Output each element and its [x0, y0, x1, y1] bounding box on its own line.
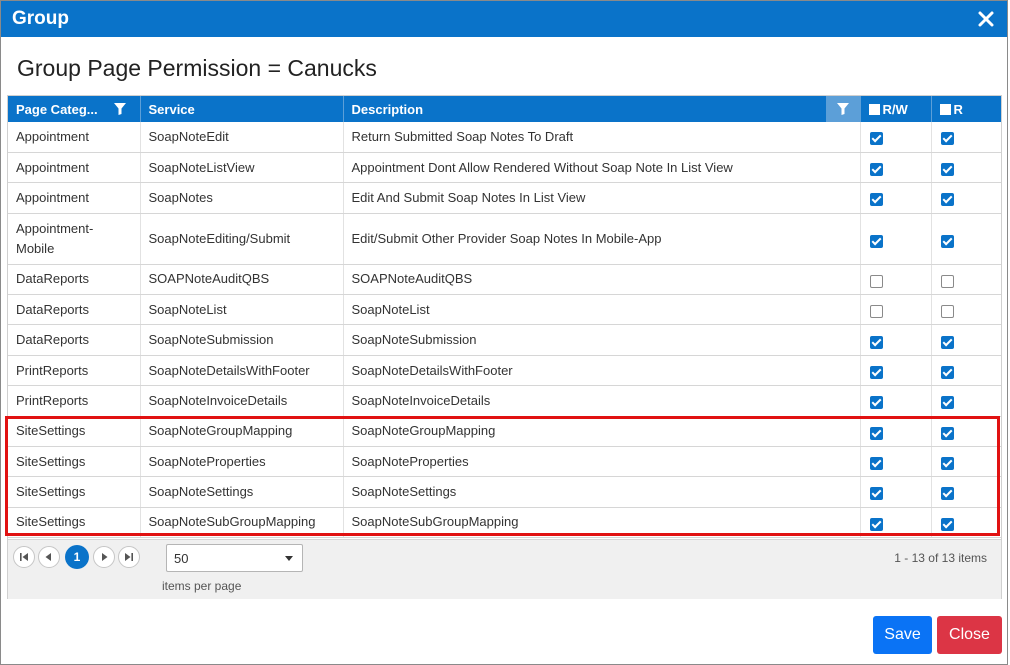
- page-size-value: 50: [174, 551, 189, 566]
- cell-description: SoapNoteSettings: [343, 477, 860, 507]
- table-row[interactable]: [8, 152, 1001, 182]
- column-header-description[interactable]: [343, 96, 860, 122]
- rw-checkbox[interactable]: [870, 518, 883, 531]
- last-page-icon: [124, 553, 134, 561]
- items-per-page-label: items per page: [162, 579, 242, 593]
- cell-r: [931, 122, 1001, 152]
- cell-category: SiteSettings: [8, 416, 140, 446]
- cell-r: [931, 213, 1001, 264]
- current-page-button[interactable]: 1: [65, 545, 89, 569]
- cell-description: SoapNoteDetailsWithFooter: [343, 355, 860, 385]
- cell-category: DataReports: [8, 295, 140, 325]
- column-header-category[interactable]: [8, 96, 140, 122]
- rw-checkbox[interactable]: [870, 487, 883, 500]
- cell-rw: [860, 295, 931, 325]
- cell-r: [931, 152, 1001, 182]
- permissions-grid: [7, 95, 1002, 599]
- select-all-r-checkbox[interactable]: [940, 104, 951, 115]
- cell-r: [931, 416, 1001, 446]
- cell-service: SoapNoteEdit: [140, 122, 343, 152]
- cell-description: SoapNoteGroupMapping: [343, 416, 860, 446]
- r-checkbox[interactable]: [941, 457, 954, 470]
- last-page-button[interactable]: [118, 546, 140, 568]
- cell-description: SoapNoteInvoiceDetails: [343, 386, 860, 416]
- r-checkbox[interactable]: [941, 518, 954, 531]
- cell-service: SoapNoteProperties: [140, 447, 343, 477]
- rw-checkbox[interactable]: [870, 396, 883, 409]
- filter-icon: [836, 102, 850, 116]
- r-checkbox[interactable]: [941, 427, 954, 440]
- cell-r: [931, 183, 1001, 213]
- close-button[interactable]: Close: [937, 616, 1002, 654]
- cell-r: [931, 386, 1001, 416]
- cell-description: SoapNoteList: [343, 295, 860, 325]
- r-checkbox[interactable]: [941, 132, 954, 145]
- cell-rw: [860, 264, 931, 294]
- page-size-select[interactable]: [166, 544, 303, 572]
- cell-category: Appointment: [8, 152, 140, 182]
- dialog-title: Group: [12, 8, 69, 29]
- page-heading: Group Page Permission = Canucks: [17, 55, 377, 81]
- previous-page-icon: [44, 553, 54, 561]
- dialog-titlebar: [1, 1, 1007, 37]
- first-page-icon: [19, 553, 29, 561]
- cell-rw: [860, 507, 931, 537]
- description-filter-button[interactable]: [826, 96, 860, 122]
- cell-category: DataReports: [8, 325, 140, 355]
- cell-r: [931, 477, 1001, 507]
- r-checkbox[interactable]: [941, 163, 954, 176]
- r-checkbox[interactable]: [941, 336, 954, 349]
- cell-r: [931, 325, 1001, 355]
- filter-icon[interactable]: [113, 102, 127, 116]
- rw-checkbox[interactable]: [870, 336, 883, 349]
- cell-service: SoapNoteDetailsWithFooter: [140, 355, 343, 385]
- cell-rw: [860, 122, 931, 152]
- next-page-button[interactable]: [93, 546, 115, 568]
- table-row[interactable]: [8, 213, 1001, 264]
- table-header-row: [8, 96, 1001, 122]
- column-header-r[interactable]: [931, 96, 1001, 122]
- first-page-button[interactable]: [13, 546, 35, 568]
- cell-rw: [860, 213, 931, 264]
- table-row[interactable]: [8, 325, 1001, 355]
- rw-checkbox[interactable]: [870, 193, 883, 206]
- cell-category: SiteSettings: [8, 477, 140, 507]
- column-label-r: R: [953, 101, 963, 117]
- cell-rw: [860, 355, 931, 385]
- column-label-rw: R/W: [882, 101, 908, 117]
- cell-service: SoapNoteEditing/Submit: [140, 213, 343, 264]
- r-checkbox[interactable]: [941, 235, 954, 248]
- r-checkbox[interactable]: [941, 305, 954, 318]
- close-icon[interactable]: [977, 10, 995, 28]
- cell-rw: [860, 477, 931, 507]
- rw-checkbox[interactable]: [870, 366, 883, 379]
- rw-checkbox[interactable]: [870, 235, 883, 248]
- cell-service: SOAPNoteAuditQBS: [140, 264, 343, 294]
- cell-rw: [860, 416, 931, 446]
- r-checkbox[interactable]: [941, 275, 954, 288]
- cell-service: SoapNoteGroupMapping: [140, 416, 343, 446]
- next-page-icon: [99, 553, 109, 561]
- rw-checkbox[interactable]: [870, 132, 883, 145]
- cell-category: Appointment: [8, 122, 140, 152]
- r-checkbox[interactable]: [941, 487, 954, 500]
- table-row[interactable]: [8, 355, 1001, 385]
- cell-service: SoapNotes: [140, 183, 343, 213]
- rw-checkbox[interactable]: [870, 427, 883, 440]
- save-button[interactable]: Save: [873, 616, 932, 654]
- column-label-category: Page Categ...: [16, 101, 98, 117]
- pager: [8, 539, 1001, 599]
- cell-description: SoapNoteSubGroupMapping: [343, 507, 860, 537]
- table-row[interactable]: [8, 477, 1001, 507]
- cell-rw: [860, 325, 931, 355]
- table-row[interactable]: [8, 416, 1001, 446]
- cell-description: SoapNoteSubmission: [343, 325, 860, 355]
- select-all-rw-checkbox[interactable]: [869, 104, 880, 115]
- rw-checkbox[interactable]: [870, 163, 883, 176]
- table-row[interactable]: [8, 386, 1001, 416]
- cell-description: SoapNoteProperties: [343, 447, 860, 477]
- cell-description: Appointment Dont Allow Rendered Without Soap Note In List View: [343, 152, 860, 182]
- cell-r: [931, 295, 1001, 325]
- cell-category: SiteSettings: [8, 447, 140, 477]
- cell-rw: [860, 152, 931, 182]
- cell-r: [931, 355, 1001, 385]
- table-row[interactable]: [8, 122, 1001, 152]
- table-row[interactable]: [8, 183, 1001, 213]
- cell-service: SoapNoteListView: [140, 152, 343, 182]
- cell-service: SoapNoteInvoiceDetails: [140, 386, 343, 416]
- column-label-description: Description: [351, 101, 424, 117]
- cell-description: Edit And Submit Soap Notes In List View: [343, 183, 860, 213]
- table-row[interactable]: [8, 447, 1001, 477]
- column-label-service: Service: [148, 101, 195, 117]
- rw-checkbox[interactable]: [870, 457, 883, 470]
- cell-service: SoapNoteList: [140, 295, 343, 325]
- rw-checkbox[interactable]: [870, 305, 883, 318]
- cell-service: SoapNoteSubGroupMapping: [140, 507, 343, 537]
- cell-description: Return Submitted Soap Notes To Draft: [343, 122, 860, 152]
- cell-r: [931, 264, 1001, 294]
- cell-r: [931, 507, 1001, 537]
- r-checkbox[interactable]: [941, 396, 954, 409]
- cell-category: DataReports: [8, 264, 140, 294]
- r-checkbox[interactable]: [941, 366, 954, 379]
- table-body: [8, 122, 1001, 538]
- pager-info: 1 - 13 of 13 items: [894, 551, 987, 565]
- rw-checkbox[interactable]: [870, 275, 883, 288]
- cell-rw: [860, 386, 931, 416]
- cell-category: Appointment: [8, 183, 140, 213]
- table-row[interactable]: [8, 295, 1001, 325]
- cell-description: SOAPNoteAuditQBS: [343, 264, 860, 294]
- cell-category: PrintReports: [8, 355, 140, 385]
- table-row[interactable]: [8, 264, 1001, 294]
- column-header-rw[interactable]: [860, 96, 931, 122]
- cell-rw: [860, 447, 931, 477]
- cell-description: Edit/Submit Other Provider Soap Notes In Mobile-App: [343, 213, 860, 264]
- cell-category: PrintReports: [8, 386, 140, 416]
- chevron-down-icon: [285, 556, 293, 561]
- table-row[interactable]: [8, 507, 1001, 537]
- cell-category: SiteSettings: [8, 507, 140, 537]
- r-checkbox[interactable]: [941, 193, 954, 206]
- cell-service: SoapNoteSettings: [140, 477, 343, 507]
- cell-category: Appointment-Mobile: [8, 213, 140, 264]
- column-header-service[interactable]: [140, 96, 343, 122]
- previous-page-button[interactable]: [38, 546, 60, 568]
- cell-rw: [860, 183, 931, 213]
- cell-service: SoapNoteSubmission: [140, 325, 343, 355]
- cell-r: [931, 447, 1001, 477]
- permissions-table: [8, 96, 1001, 538]
